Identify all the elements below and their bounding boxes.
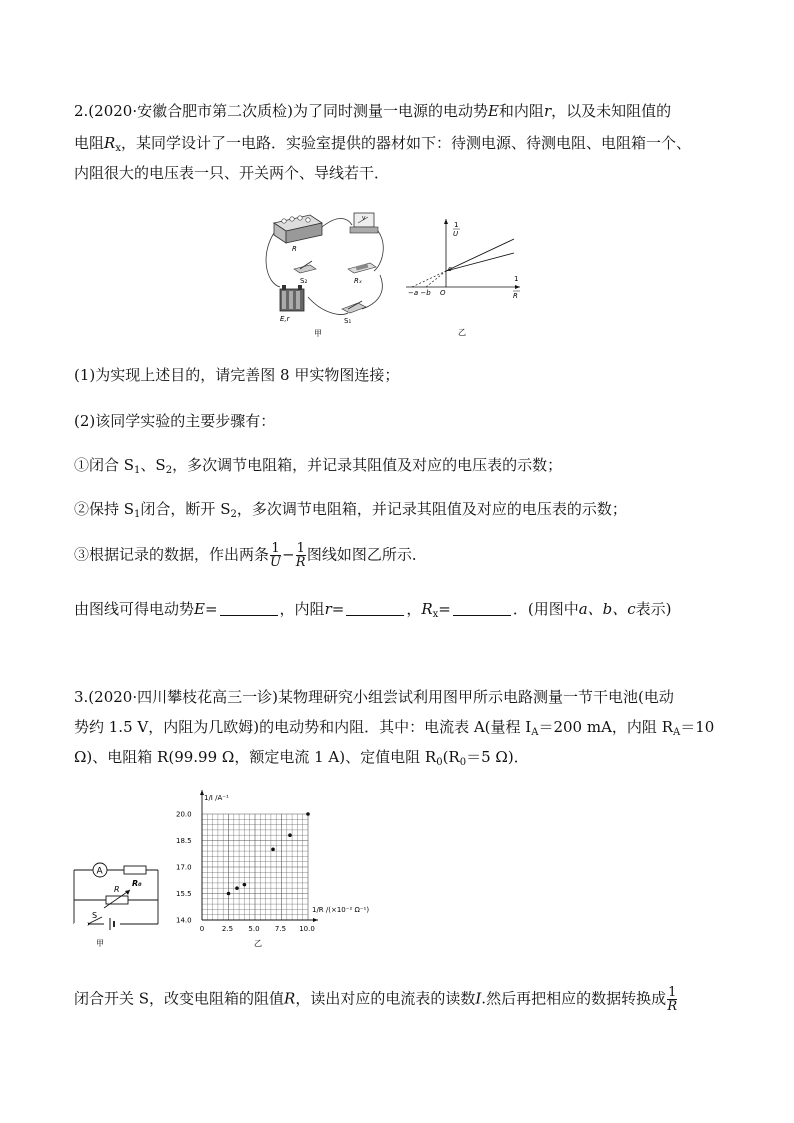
answer-blank-E[interactable] bbox=[220, 601, 278, 616]
q2-step-1: ①闭合 $S_1$、$S_2$，多次调节电阻箱，并记录其阻值及对应的电压表的示数； bbox=[74, 456, 563, 476]
chart-ylabel: 1/I /A⁻¹ bbox=[204, 794, 229, 802]
graph-c: c bbox=[448, 265, 452, 273]
q3-line-2: 势约 1.5 V，内阻为几欧姆)的电动势和内阻．其中：电流表 A(量程 $I_A=200$ mA，内阻 $R_A=10$ bbox=[74, 718, 715, 738]
y-tick-label: 15.5 bbox=[176, 890, 192, 898]
label-S: S bbox=[92, 911, 98, 920]
q2-result: 由图线可得电动势E= ，内阻r= ，$R_x=$ ．(用图中a、b、c表示) bbox=[74, 600, 672, 620]
q3-line-1: 3.(2020·四川攀枝花高三一诊)某物理研究小组尝试利用图甲所示电路测量一节干电池(电动 bbox=[74, 688, 674, 706]
label-Rx: Rₓ bbox=[354, 277, 362, 285]
data-point bbox=[271, 848, 275, 852]
label-S2: S₂ bbox=[300, 277, 308, 285]
graph-O: O bbox=[440, 289, 446, 297]
graph-x-num: 1 bbox=[514, 275, 519, 283]
graph-x-den: R bbox=[513, 292, 518, 300]
q3-circuit-jia bbox=[66, 850, 166, 950]
graph-ticks: −a −b bbox=[408, 289, 431, 297]
graph-line-upper bbox=[446, 239, 514, 271]
q2-step-3: ③根据记录的数据，作出两条 $\frac{1}{U}$ − $\frac{1}{R}$ 图线如图乙所示． bbox=[74, 541, 427, 570]
y-tick-label: 18.5 bbox=[176, 837, 192, 845]
x-tick-label: 7.5 bbox=[274, 925, 287, 933]
q2-figure-jia bbox=[262, 205, 392, 340]
y-tick-label: 14.0 bbox=[176, 916, 192, 925]
label-jia: 甲 bbox=[96, 939, 104, 948]
answer-blank-rx[interactable] bbox=[453, 601, 511, 616]
q3-line-3: Ω)、电阻箱 R(99.99 Ω，额定电流 1 A)、定值电阻 $R_0(R_0=5$ Ω)． bbox=[74, 748, 529, 768]
q2-line-1: 2.(2020·安徽合肥市第二次质检)为了同时测量一电源的电动势E和内阻r，以及未知阻值的 bbox=[74, 102, 672, 120]
data-point bbox=[235, 886, 239, 890]
q3-chart-yi bbox=[168, 786, 388, 954]
battery-cell-icon bbox=[110, 918, 114, 930]
label-A: A bbox=[96, 866, 103, 877]
chart-axes bbox=[200, 790, 318, 922]
x-tick-label: 10.0 bbox=[299, 925, 315, 933]
graph-y-den: U bbox=[453, 230, 459, 238]
label-yi: 乙 bbox=[458, 328, 466, 337]
label-Er: E,r bbox=[280, 315, 290, 323]
label-R0: R₀ bbox=[132, 879, 142, 888]
rheostat-icon bbox=[106, 896, 128, 904]
label-jia: 甲 bbox=[314, 329, 322, 338]
q2-item-1: (1)为实现上述目的，请完善图 8 甲实物图连接； bbox=[74, 366, 400, 384]
switch-s2-icon bbox=[294, 261, 316, 273]
fraction-1-over-R-last: $\frac{1}{R}$ bbox=[667, 985, 678, 1014]
switch-s1-icon bbox=[342, 301, 366, 313]
chart-figure-label: 乙 bbox=[254, 939, 262, 948]
q2-line-2: 电阻$R_x$，某同学设计了一电路．实验室提供的器材如下：待测电源、待测电阻、电阻箱一个、 bbox=[74, 134, 691, 154]
resistor-r0-icon bbox=[124, 866, 146, 874]
resistance-box-icon bbox=[274, 215, 322, 243]
graph-line-lower bbox=[446, 253, 514, 271]
data-point bbox=[288, 833, 292, 837]
label-R: R bbox=[114, 885, 120, 894]
data-point bbox=[306, 812, 310, 816]
fraction-1-over-R: $\frac{1}{R}$ bbox=[295, 541, 306, 570]
q2-step-2: ②保持 $S_1$闭合，断开 $S_2$，多次调节电阻箱，并记录其阻值及对应的电压表的示数； bbox=[74, 500, 627, 520]
graph-y-num: 1 bbox=[454, 221, 459, 229]
x-tick-label: 0 bbox=[199, 925, 205, 933]
y-tick-label: 20.0 bbox=[176, 810, 192, 819]
q3-last-line: 闭合开关 S，改变电阻箱的阻值R，读出对应的电流表的读数I.然后再把相应的数据转换成 $\frac{1}{R}$ bbox=[74, 985, 678, 1014]
data-point bbox=[227, 892, 231, 896]
chart-xlabel: 1/R /(×10⁻² Ω⁻¹) bbox=[312, 906, 370, 914]
resistor-rx-icon bbox=[348, 263, 376, 273]
label-R: R bbox=[292, 245, 297, 253]
fraction-1-over-U: $\frac{1}{U}$ bbox=[270, 541, 281, 570]
battery-icon bbox=[280, 285, 304, 311]
label-S1: S₁ bbox=[344, 317, 352, 325]
data-point bbox=[243, 883, 247, 887]
q2-line-3: 内阻很大的电压表一只、开关两个、导线若干． bbox=[74, 164, 390, 182]
x-tick-label: 5.0 bbox=[248, 925, 260, 933]
label-V: V bbox=[362, 216, 366, 222]
chart-grid bbox=[202, 814, 308, 920]
q2-item-2: (2)该同学实验的主要步骤有： bbox=[74, 412, 276, 430]
y-tick-label: 17.0 bbox=[176, 863, 192, 872]
x-tick-label: 2.5 bbox=[221, 925, 234, 933]
q2-figure-yi bbox=[402, 215, 532, 340]
answer-blank-r[interactable] bbox=[346, 601, 404, 616]
